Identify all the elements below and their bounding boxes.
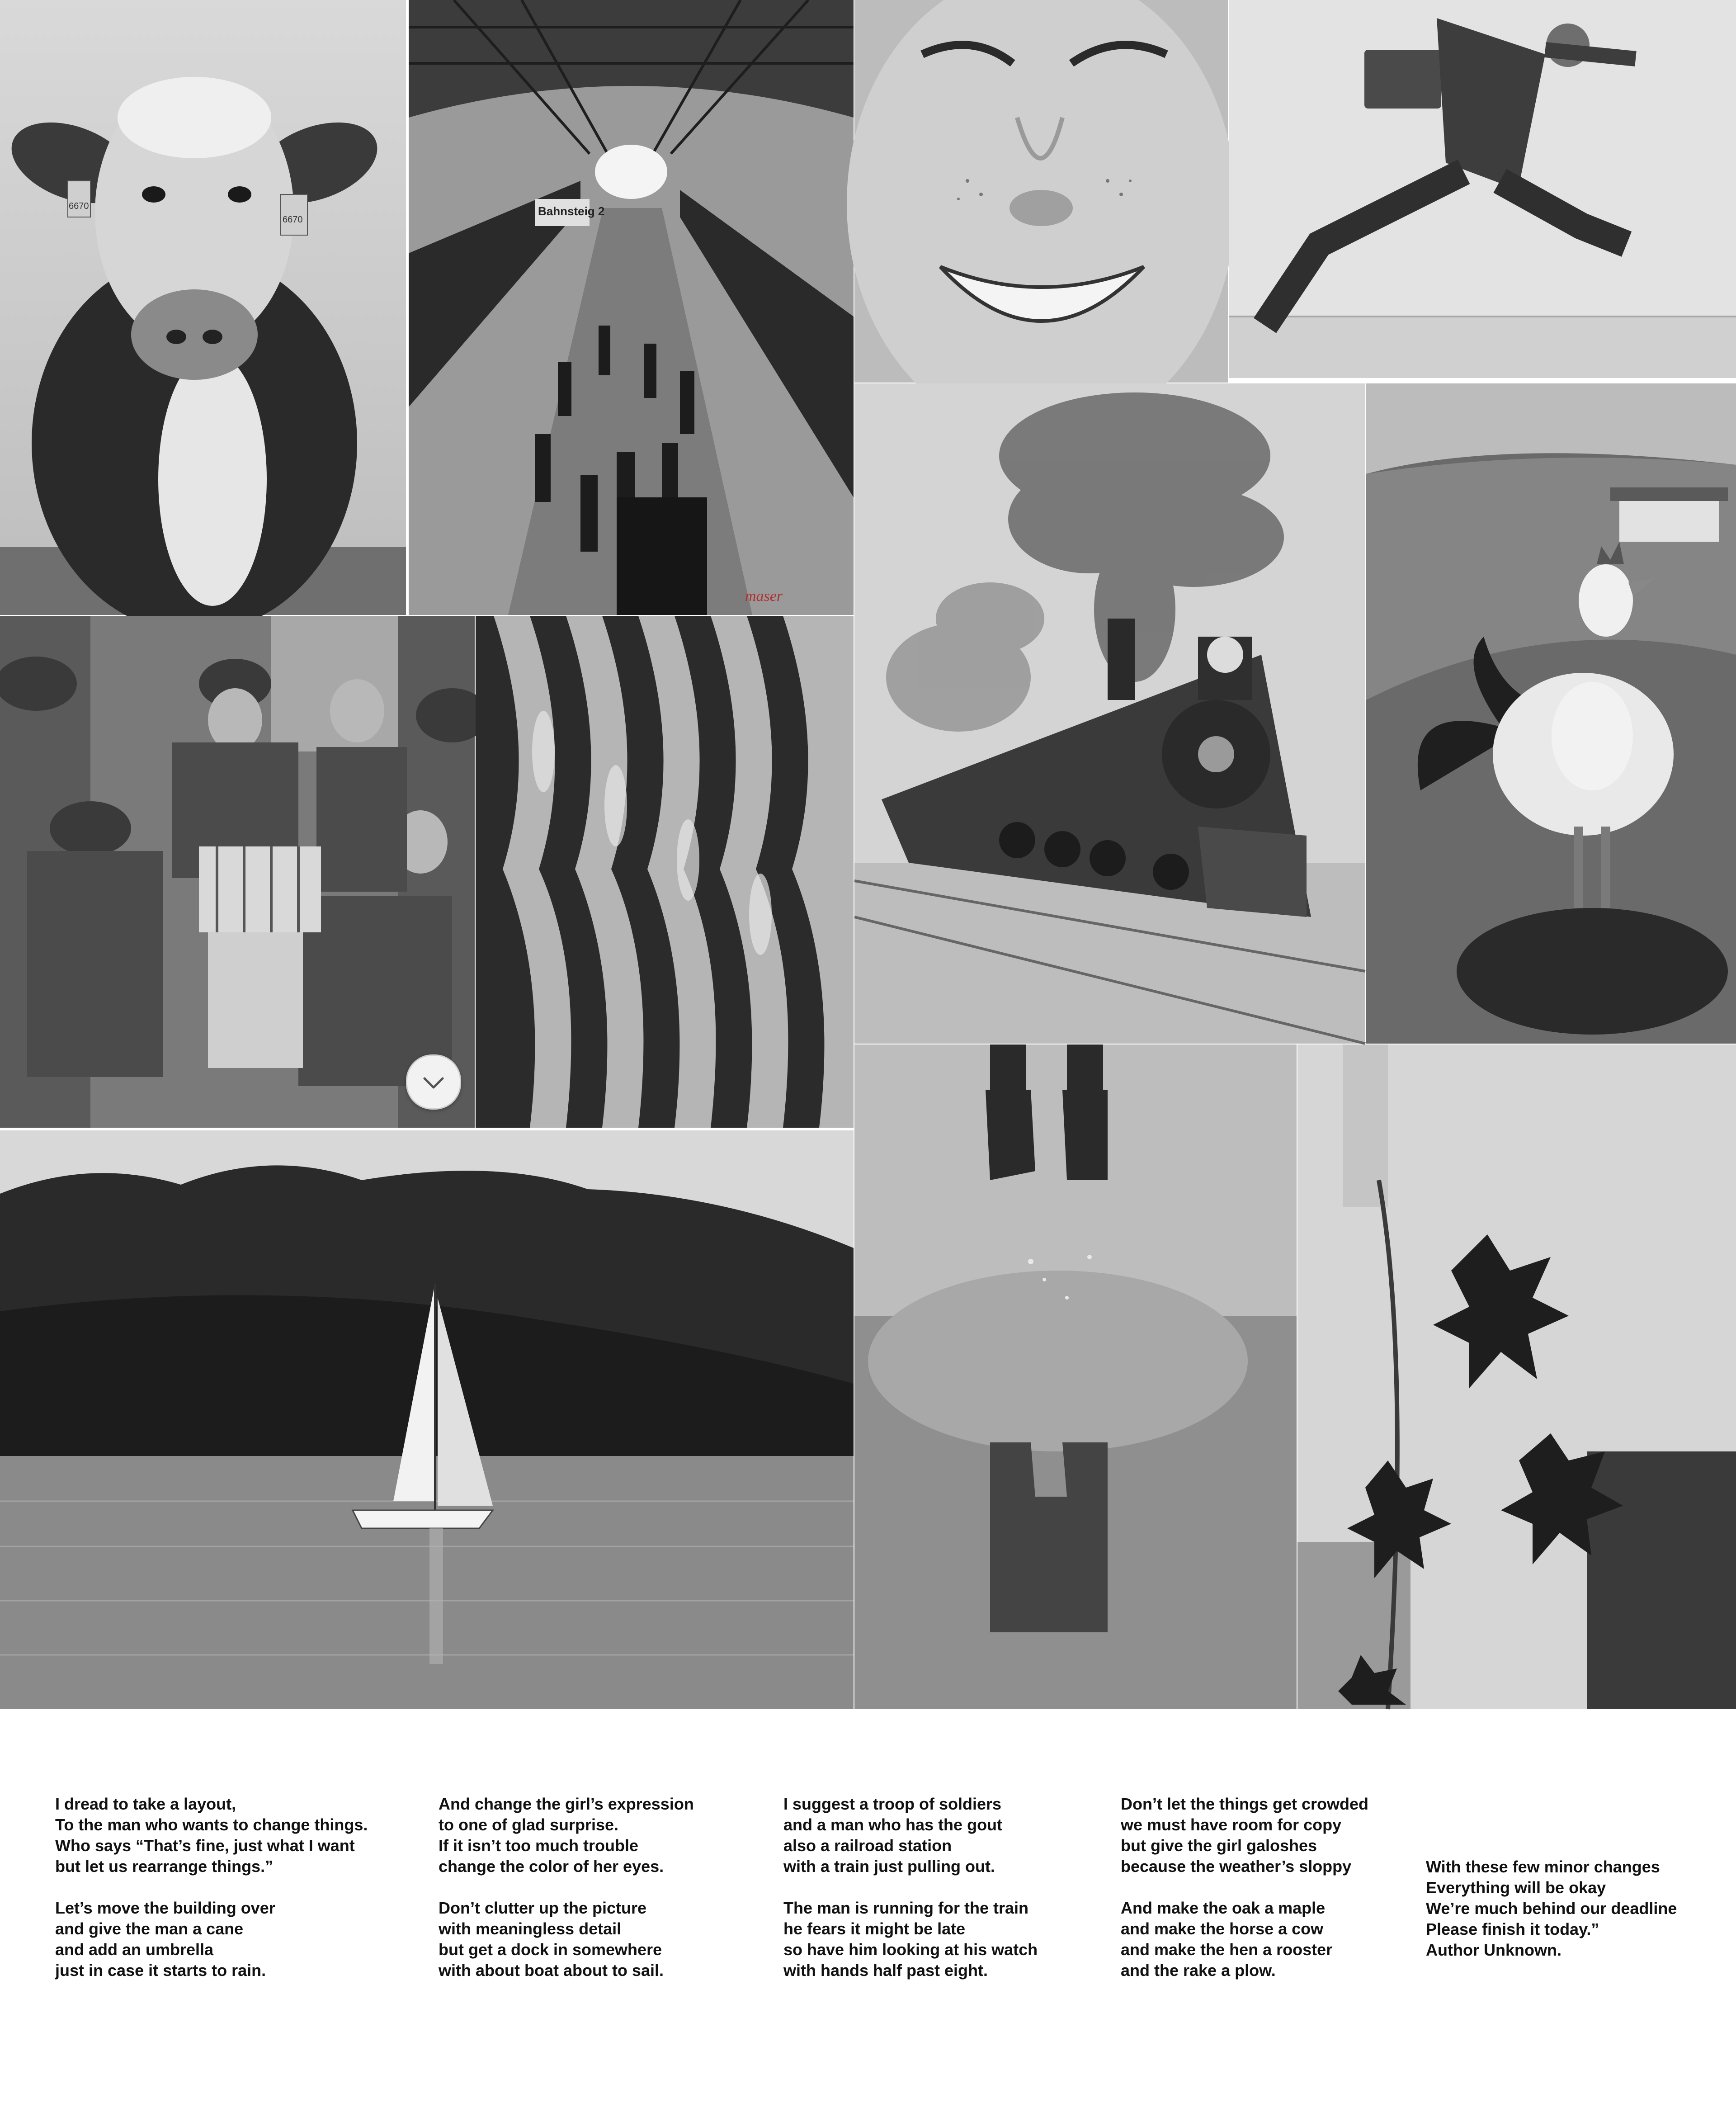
- photo-maple-leaves: [1297, 1044, 1736, 1709]
- platform-sign: Bahnsteig 2: [538, 204, 605, 218]
- stanza: And make the oak a maple and make the horse a cow and make the hen a rooster and the rake a plow.: [1121, 1899, 1333, 1980]
- stanza: I dread to take a layout, To the man who wants to change things. Who says “That’s fine, just what I want but let us rearrange things.”: [55, 1795, 368, 1876]
- poem-column-1: [55, 1794, 368, 1981]
- photo-train-station: [409, 0, 854, 615]
- photographer-mark: maser: [745, 588, 783, 605]
- photo-cow: [0, 0, 406, 615]
- stanza: The man is running for the train he fears it might be late so have him looking at his watch with hands half past eight.: [783, 1899, 1038, 1980]
- stanza: I suggest a troop of soldiers and a man who has the gout also a railroad station with a train just pulling out.: [783, 1795, 1003, 1876]
- poem-column-3: [783, 1794, 1038, 1981]
- poem-column-2: [439, 1794, 694, 1981]
- stanza: Don’t let the things get crowded we must have room for copy but give the girl galoshes because the weather’s sloppy: [1121, 1795, 1368, 1876]
- photo-steam-locomotive: [854, 383, 1365, 1044]
- photo-sailboat-lake: [0, 1130, 854, 1709]
- ear-tag-right: 6670: [283, 215, 303, 225]
- photo-rooster: [1366, 383, 1736, 1044]
- photo-galoshes-puddle: [854, 1044, 1297, 1709]
- stanza: And change the girl’s expression to one of glad surprise. If it isn’t too much trouble change the color of her eyes.: [439, 1795, 694, 1876]
- poem-column-4: [1121, 1794, 1368, 1981]
- stanza: Let’s move the building over and give the man a cane and add an umbrella just in case it starts to rain.: [55, 1899, 275, 1980]
- photo-propeller-blades: [476, 616, 854, 1128]
- scroll-down-button[interactable]: [406, 1054, 461, 1110]
- stanza: Don’t clutter up the picture with meaningless detail but get a dock in somewhere with about boat about to sail.: [439, 1899, 664, 1980]
- stanza-closing: With these few minor changes Everything will be okay We’re much behind our deadline Please finish it today.” Author Unknown.: [1426, 1857, 1677, 1959]
- photo-leaping-man: [1229, 0, 1736, 378]
- photo-smiling-face: [854, 0, 1228, 383]
- photo-soldiers: [0, 616, 475, 1128]
- ear-tag-left: 6670: [69, 201, 89, 211]
- chevron-down-icon: [407, 1056, 460, 1108]
- poem-column-5: [1426, 1857, 1677, 1961]
